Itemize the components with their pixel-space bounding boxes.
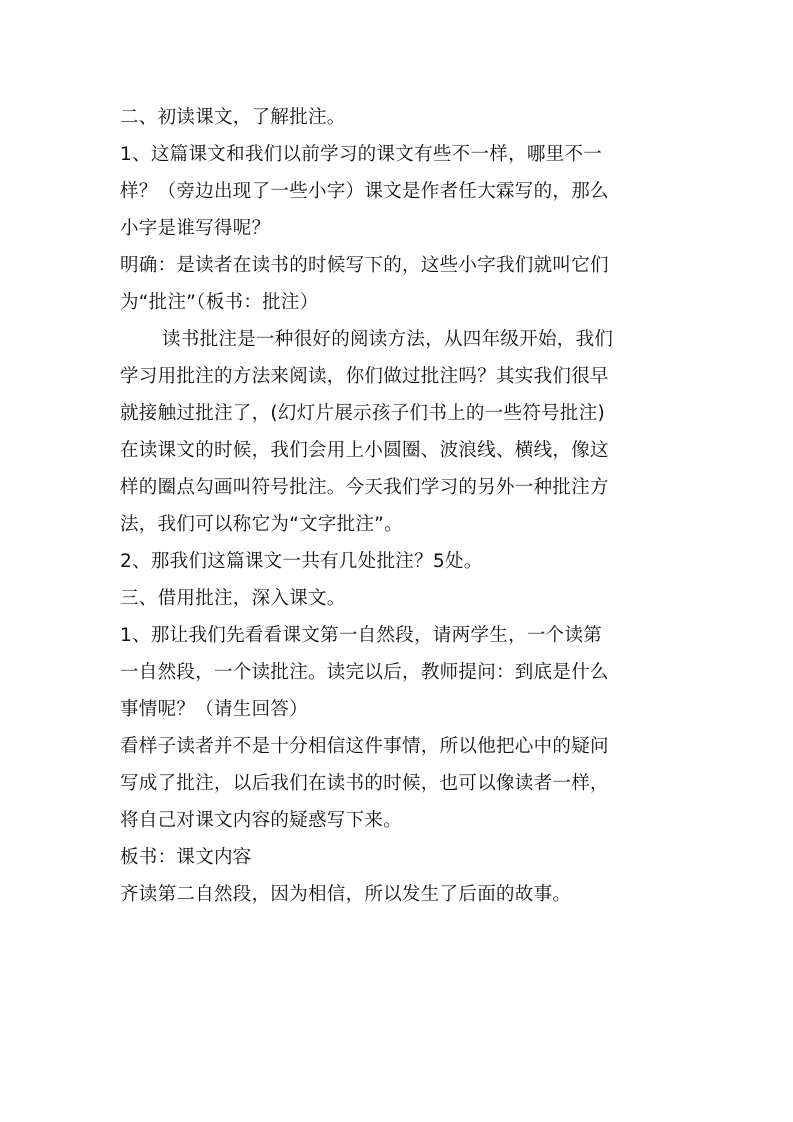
- paragraph-line: 明确：是读者在读书的时候写下的，这些小字我们就叫它们: [120, 255, 609, 276]
- paragraph-line: 一自然段，一个读批注。读完以后，教师提问：到底是什么: [120, 662, 609, 683]
- section-heading: 三、借用批注，深入课文。: [120, 588, 346, 609]
- paragraph-line: 将自己对课文内容的疑惑写下来。: [120, 810, 403, 831]
- paragraph-line: 2、那我们这篇课文一共有几处批注？5处。: [120, 551, 483, 572]
- paragraph-line: 就接触过批注了，(幻灯片展示孩子们书上的一些符号批注): [120, 403, 606, 424]
- paragraph-line: 法，我们可以称它为“文字批注”。: [120, 514, 403, 535]
- paragraph-line: 看样子读者并不是十分相信这件事情，所以他把心中的疑问: [120, 736, 609, 757]
- paragraph-line: 齐读第二自然段，因为相信，所以发生了后面的故事。: [120, 884, 572, 905]
- indented-paragraph-line: 读书批注是一种很好的阅读方法，从四年级开始，我们: [162, 329, 614, 350]
- paragraph-line: 写成了批注，以后我们在读书的时候，也可以像读者一样，: [120, 773, 609, 794]
- paragraph-line: 1、这篇课文和我们以前学习的课文有些不一样，哪里不一: [120, 144, 603, 165]
- paragraph-line: 1、那让我们先看看课文第一自然段，请两学生，一个读第: [120, 625, 603, 646]
- paragraph-line: 样的圈点勾画叫符号批注。今天我们学习的另外一种批注方: [120, 477, 609, 498]
- paragraph-line: 学习用批注的方法来阅读，你们做过批注吗？其实我们很早: [120, 366, 609, 387]
- paragraph-line: 事情呢？（请生回答）: [120, 699, 309, 720]
- paragraph-line: 小字是谁写得呢？: [120, 218, 271, 239]
- board-note-line: 板书：课文内容: [120, 847, 252, 868]
- paragraph-line: 为“批注”（板书：批注）: [120, 292, 319, 313]
- paragraph-line: 样？（旁边出现了一些小字）课文是作者任大霖写的，那么: [120, 181, 609, 202]
- document-body: [120, 99, 680, 913]
- section-heading: 二、初读课文，了解批注。: [120, 107, 346, 128]
- paragraph-line: 在读课文的时候，我们会用上小圆圈、波浪线、横线，像这: [120, 440, 609, 461]
